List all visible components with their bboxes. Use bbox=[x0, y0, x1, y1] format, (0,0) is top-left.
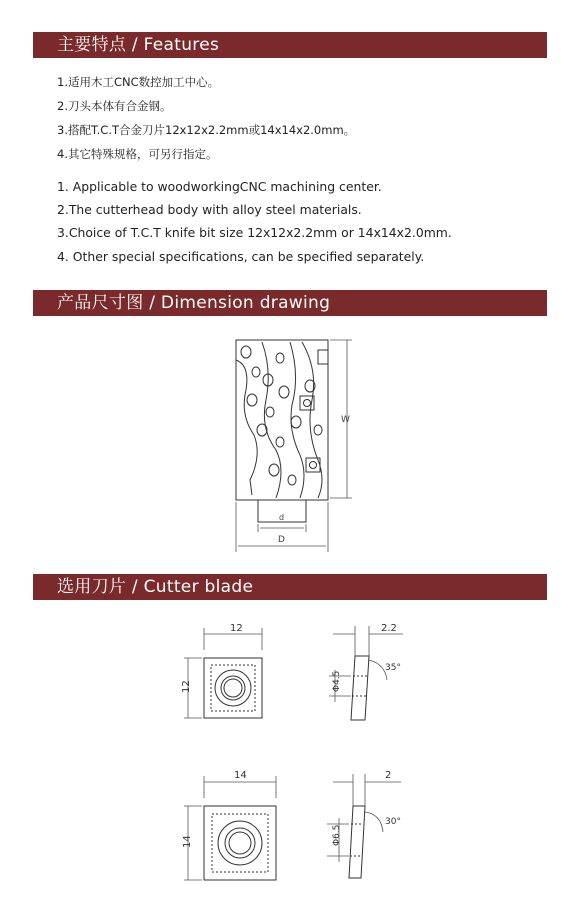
blade-12-thickness: 2.2 bbox=[381, 623, 397, 634]
blade-14-front bbox=[180, 760, 300, 890]
blade-14-thickness: 2 bbox=[385, 770, 392, 781]
blade-12-side bbox=[305, 620, 415, 730]
blade-14-height: 14 bbox=[182, 835, 193, 848]
dim-w-label: W bbox=[341, 415, 350, 425]
cutterhead-body bbox=[236, 340, 328, 500]
list-item: 1. Applicable to woodworkingCNC machining center. bbox=[57, 179, 382, 194]
features-en-list bbox=[57, 175, 452, 268]
list-item: 3.Choice of T.C.T knife bit size 12x12x2.2mm or 14x14x2.0mm. bbox=[57, 225, 452, 241]
blade-14-width: 14 bbox=[234, 770, 247, 781]
list-item: 2.The cutterhead body with alloy steel materials. bbox=[57, 202, 362, 218]
list-item: 1.适用木工CNC数控加工中心。 bbox=[57, 75, 220, 89]
features-header bbox=[33, 32, 547, 58]
dimension-title: 产品尺寸图 / Dimension drawing bbox=[57, 293, 331, 313]
list-item: 2.刀头本体有合金钢。 bbox=[57, 99, 172, 113]
list-item: 4.其它特殊规格，可另行指定。 bbox=[57, 147, 218, 161]
blade-14-angle: 30° bbox=[385, 817, 401, 827]
blade-header bbox=[33, 574, 547, 600]
blade-12-angle: 35° bbox=[385, 663, 401, 673]
list-item: 3.搭配T.C.T合金刀片12x12x2.2mm或14x14x2.0mm。 bbox=[57, 123, 356, 137]
dim-d-label: d bbox=[279, 513, 285, 522]
features-title: 主要特点 / Features bbox=[57, 35, 220, 55]
blade-12-front bbox=[180, 620, 300, 730]
list-item: 4. Other special specifications, can be specified separately. bbox=[57, 248, 425, 264]
blade-14-side bbox=[305, 760, 415, 890]
dimension-drawing bbox=[0, 330, 580, 570]
blade-12-width: 12 bbox=[230, 623, 243, 634]
blade-12-height: 12 bbox=[181, 680, 192, 693]
dimension-header bbox=[33, 290, 547, 316]
features-zh-list bbox=[57, 70, 355, 166]
blade-title: 选用刀片 / Cutter blade bbox=[57, 577, 254, 597]
blade-12-hole: Φ4.5 bbox=[332, 670, 342, 692]
dim-D-label: D bbox=[278, 535, 285, 545]
blade-14-hole: Φ6.5 bbox=[332, 824, 342, 846]
